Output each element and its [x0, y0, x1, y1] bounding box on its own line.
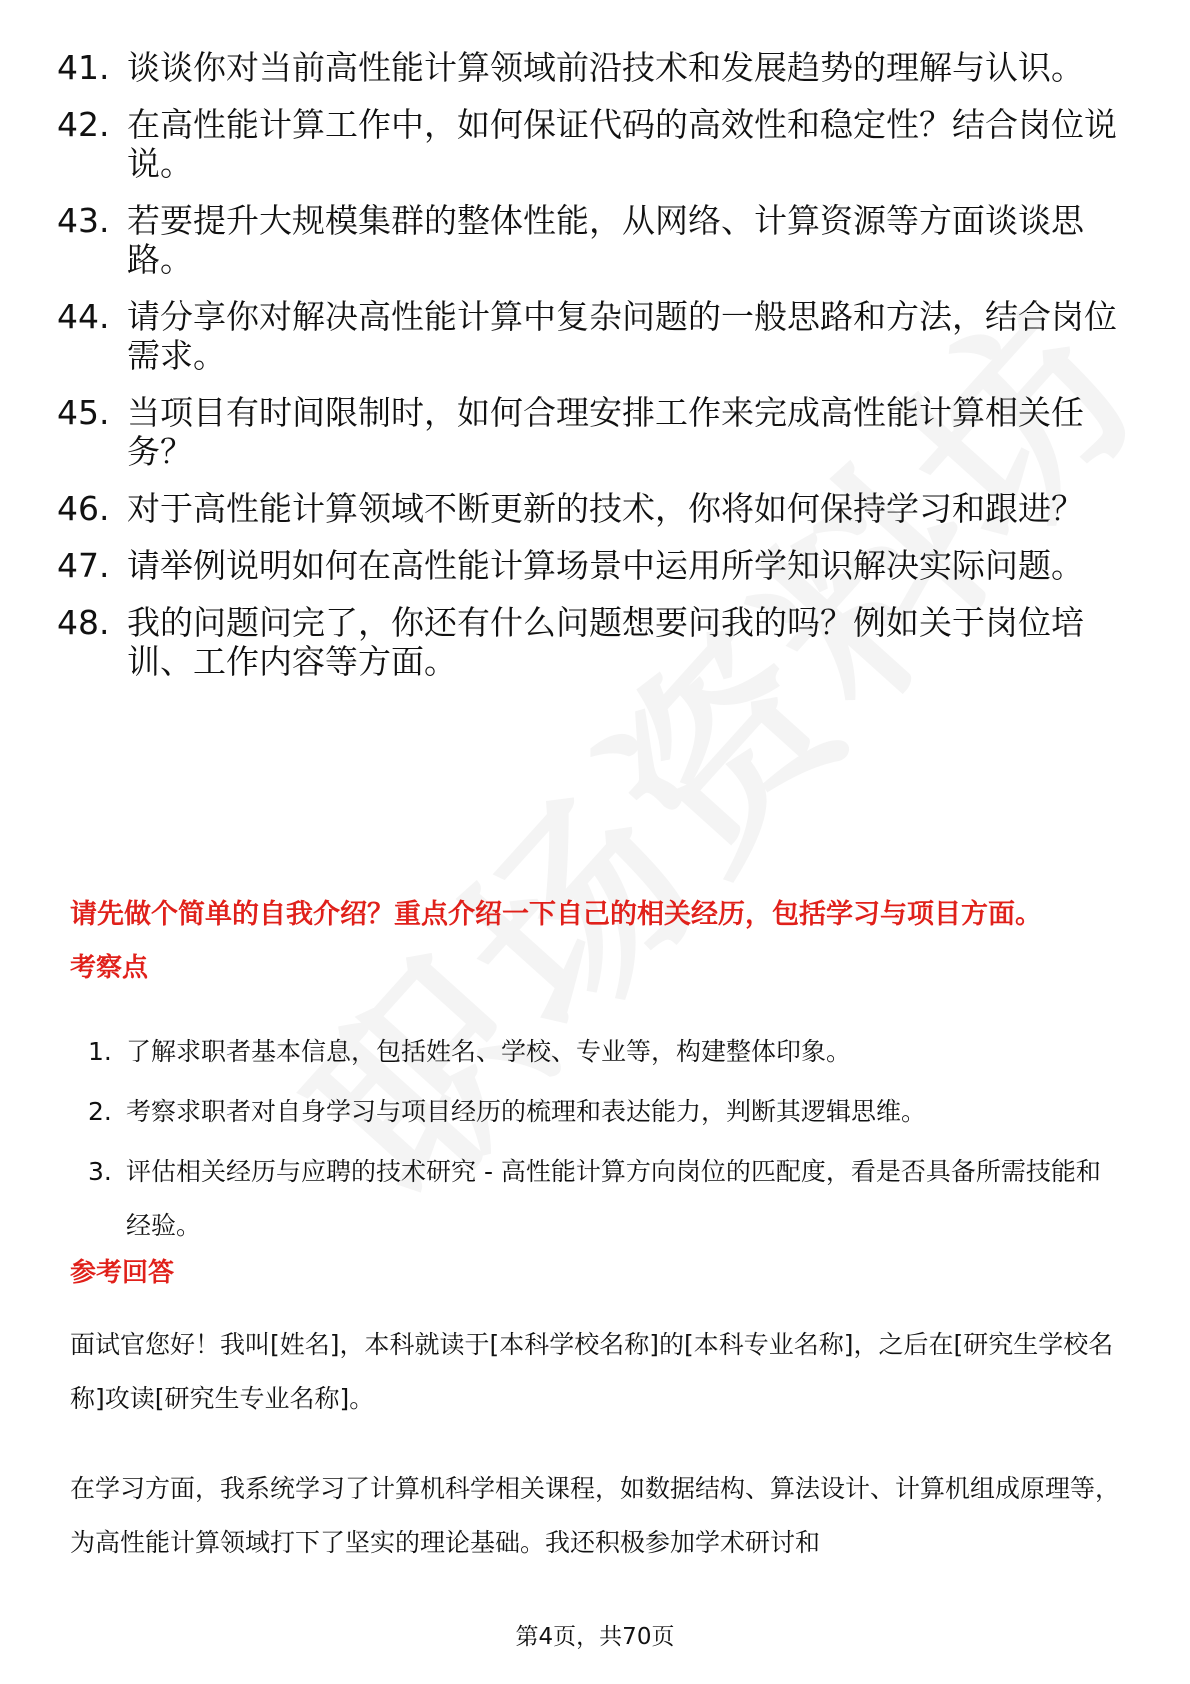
list-item	[57, 546, 1137, 585]
answer-paragraph: 面试官您好！我叫[姓名]，本科就读于[本科学校名称]的[本科专业名称]，之后在[研究生学校名称]攻读[研究生专业名称]。	[70, 1330, 1114, 1413]
question-text: 对于高性能计算领域不断更新的技术，你将如何保持学习和跟进？	[127, 489, 1084, 528]
question-number: 48.	[57, 603, 110, 642]
answer-paragraph: 在学习方面，我系统学习了计算机科学相关课程，如数据结构、算法设计、计算机组成原理等，为高性能计算领域打下了坚实的理论基础。我还积极参加学术研讨和	[70, 1474, 1121, 1557]
list-item	[57, 201, 1137, 279]
point-number: 2.	[88, 1097, 112, 1126]
question-text: 若要提升大规模集群的整体性能，从网络、计算资源等方面谈谈思路。	[127, 201, 1084, 279]
question-number: 45.	[57, 393, 110, 432]
exam-points-list	[88, 1032, 1118, 1273]
point-number: 3.	[88, 1157, 112, 1186]
question-number: 46.	[57, 489, 110, 528]
list-item	[57, 48, 1137, 87]
intro-question: 请先做个简单的自我介绍？重点介绍一下自己的相关经历，包括学习与项目方面。	[70, 899, 1042, 930]
question-text: 我的问题问完了，你还有什么问题想要问我的吗？例如关于岗位培训、工作内容等方面。	[127, 603, 1084, 681]
question-number: 41.	[57, 48, 110, 87]
question-text: 在高性能计算工作中，如何保证代码的高效性和稳定性？结合岗位说说。	[127, 105, 1117, 183]
list-item	[88, 1092, 1118, 1132]
list-item	[57, 489, 1137, 528]
exam-points-heading: 考察点	[70, 953, 149, 983]
question-number: 44.	[57, 297, 110, 336]
point-number: 1.	[88, 1037, 112, 1066]
question-number: 43.	[57, 201, 110, 240]
question-list	[57, 48, 1137, 699]
list-item	[88, 1152, 1118, 1253]
list-item	[57, 105, 1137, 183]
question-text: 当项目有时间限制时，如何合理安排工作来完成高性能计算相关任务？	[127, 393, 1084, 471]
point-text: 考察求职者对自身学习与项目经历的梳理和表达能力，判断其逻辑思维。	[126, 1097, 927, 1126]
question-text: 请举例说明如何在高性能计算场景中运用所学知识解决实际问题。	[127, 546, 1084, 585]
reference-answer-heading: 参考回答	[70, 1258, 175, 1288]
question-number: 47.	[57, 546, 110, 585]
question-number: 42.	[57, 105, 110, 144]
question-text: 请分享你对解决高性能计算中复杂问题的一般思路和方法，结合岗位需求。	[127, 297, 1117, 375]
list-item	[57, 393, 1137, 471]
list-item	[57, 297, 1137, 375]
question-text: 谈谈你对当前高性能计算领域前沿技术和发展趋势的理解与认识。	[127, 48, 1084, 87]
page-footer: 第4页，共70页	[515, 1624, 675, 1650]
list-item	[88, 1032, 1118, 1072]
point-text: 了解求职者基本信息，包括姓名、学校、专业等，构建整体印象。	[126, 1037, 852, 1066]
list-item	[57, 603, 1137, 681]
point-text: 评估相关经历与应聘的技术研究 - 高性能计算方向岗位的匹配度，看是否具备所需技能和经验。	[126, 1157, 1101, 1240]
